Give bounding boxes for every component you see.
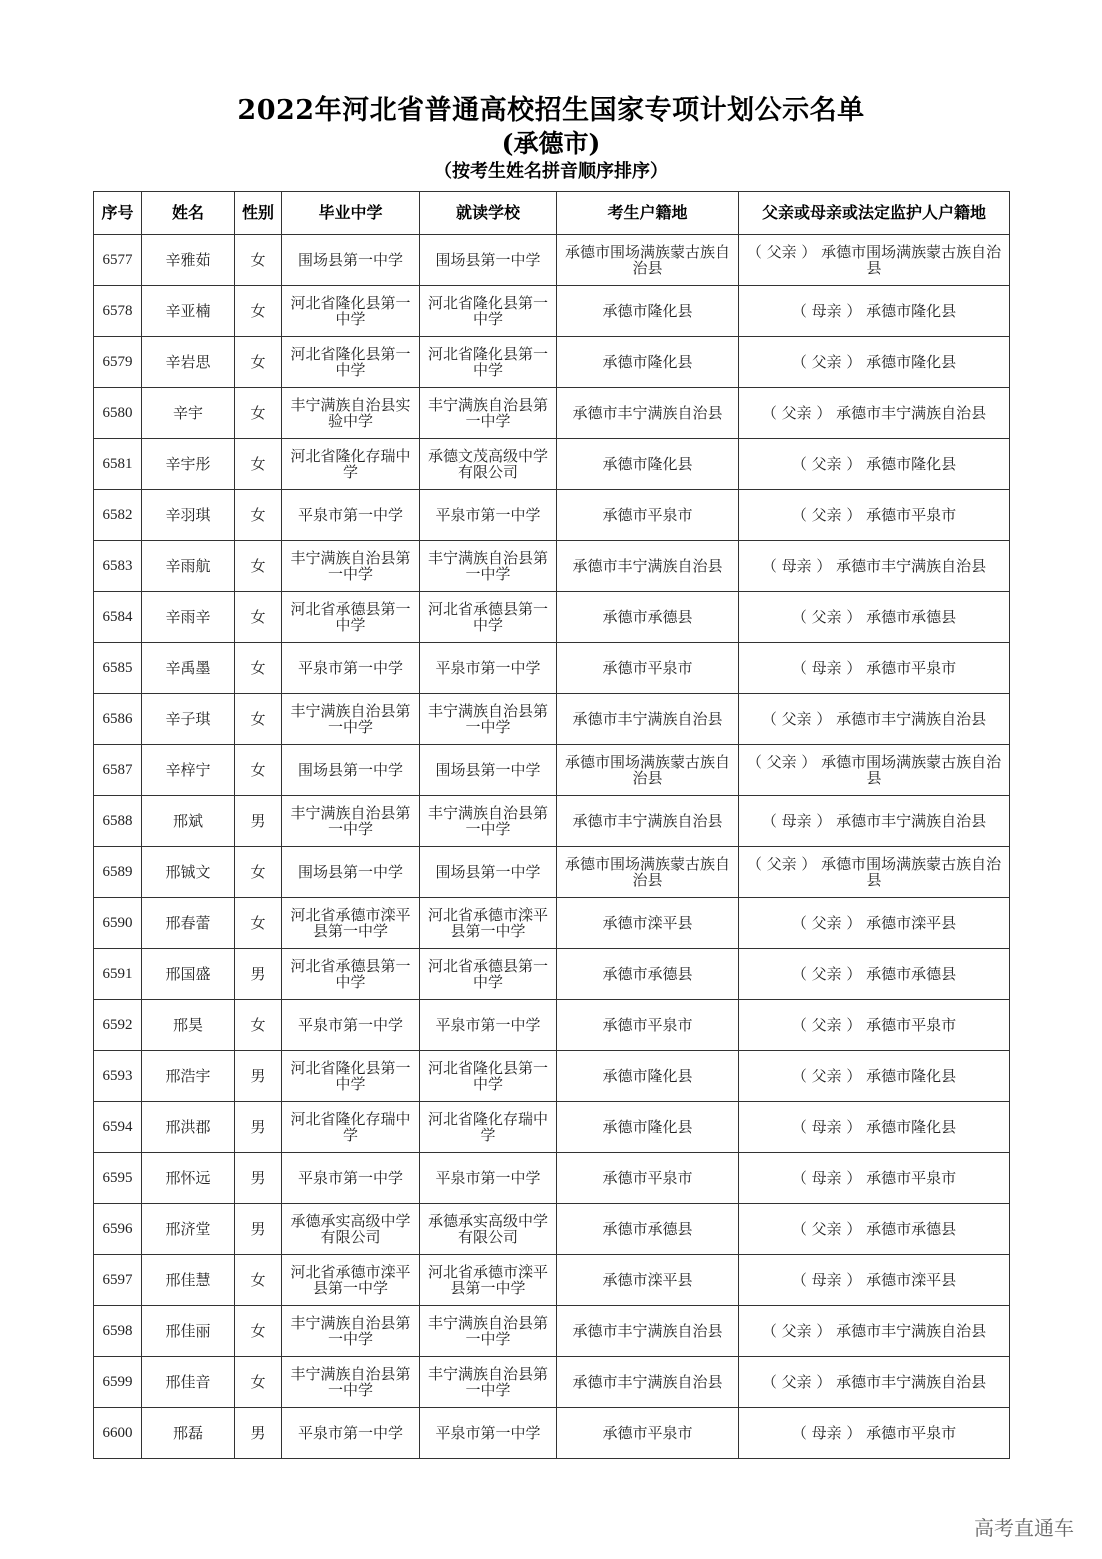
table-row (94, 1306, 1010, 1357)
cell-school: 河北省隆化县第一中学 (420, 337, 557, 388)
cell-grad-school: 围场县第一中学 (282, 847, 420, 898)
header-grad-school: 毕业中学 (282, 192, 420, 235)
cell-no: 6594 (94, 1102, 142, 1153)
cell-gender: 女 (235, 1306, 282, 1357)
cell-school: 河北省承德县第一中学 (420, 592, 557, 643)
sort-note: （按考生姓名拼音顺序排序） (434, 161, 668, 182)
cell-grad-school: 丰宁满族自治县实验中学 (282, 388, 420, 439)
cell-name: 邢斌 (142, 796, 235, 847)
cell-household: 承德市丰宁满族自治县 (557, 694, 739, 745)
cell-guardian: （ 父亲 ） 承德市隆化县 (739, 439, 1010, 490)
table-row (94, 541, 1010, 592)
cell-grad-school: 平泉市第一中学 (282, 1408, 420, 1459)
cell-no: 6579 (94, 337, 142, 388)
cell-name: 邢佳慧 (142, 1255, 235, 1306)
cell-no: 6592 (94, 1000, 142, 1051)
cell-household: 承德市承德县 (557, 592, 739, 643)
cell-grad-school: 丰宁满族自治县第一中学 (282, 541, 420, 592)
admission-list-table (93, 191, 1010, 1459)
cell-gender: 女 (235, 847, 282, 898)
cell-no: 6591 (94, 949, 142, 1000)
cell-household: 承德市滦平县 (557, 1255, 739, 1306)
cell-guardian: （ 父亲 ） 承德市隆化县 (739, 337, 1010, 388)
cell-school: 围场县第一中学 (420, 847, 557, 898)
cell-gender: 男 (235, 796, 282, 847)
cell-grad-school: 承德承实高级中学有限公司 (282, 1204, 420, 1255)
cell-school: 丰宁满族自治县第一中学 (420, 694, 557, 745)
cell-gender: 男 (235, 1408, 282, 1459)
cell-name: 辛雨辛 (142, 592, 235, 643)
cell-gender: 女 (235, 643, 282, 694)
cell-household: 承德市滦平县 (557, 898, 739, 949)
cell-no: 6577 (94, 235, 142, 286)
cell-grad-school: 河北省隆化存瑞中学 (282, 439, 420, 490)
cell-name: 邢浩宇 (142, 1051, 235, 1102)
cell-grad-school: 丰宁满族自治县第一中学 (282, 1306, 420, 1357)
cell-school: 平泉市第一中学 (420, 490, 557, 541)
cell-guardian: （ 母亲 ） 承德市平泉市 (739, 1153, 1010, 1204)
table-row (94, 286, 1010, 337)
header-household: 考生户籍地 (557, 192, 739, 235)
cell-no: 6599 (94, 1357, 142, 1408)
cell-grad-school: 河北省承德市滦平县第一中学 (282, 1255, 420, 1306)
cell-no: 6585 (94, 643, 142, 694)
cell-guardian: （ 父亲 ） 承德市围场满族蒙古族自治县 (739, 235, 1010, 286)
cell-household: 承德市隆化县 (557, 337, 739, 388)
cell-name: 邢济堂 (142, 1204, 235, 1255)
cell-name: 辛雅茹 (142, 235, 235, 286)
cell-household: 承德市隆化县 (557, 1102, 739, 1153)
cell-household: 承德市围场满族蒙古族自治县 (557, 847, 739, 898)
cell-gender: 女 (235, 898, 282, 949)
cell-name: 辛宇彤 (142, 439, 235, 490)
cell-grad-school: 河北省隆化存瑞中学 (282, 1102, 420, 1153)
cell-guardian: （ 父亲 ） 承德市承德县 (739, 1204, 1010, 1255)
table-row (94, 847, 1010, 898)
document-title: 2022年河北省普通高校招生国家专项计划公示名单 (237, 95, 865, 126)
cell-household: 承德市围场满族蒙古族自治县 (557, 745, 739, 796)
cell-gender: 女 (235, 1357, 282, 1408)
cell-household: 承德市平泉市 (557, 1153, 739, 1204)
cell-school: 丰宁满族自治县第一中学 (420, 388, 557, 439)
cell-name: 邢铖文 (142, 847, 235, 898)
table-row (94, 337, 1010, 388)
cell-guardian: （ 父亲 ） 承德市丰宁满族自治县 (739, 1306, 1010, 1357)
cell-guardian: （ 父亲 ） 承德市滦平县 (739, 898, 1010, 949)
document-subtitle: (承德市) (501, 129, 601, 158)
cell-household: 承德市隆化县 (557, 1051, 739, 1102)
cell-gender: 女 (235, 541, 282, 592)
cell-school: 河北省隆化县第一中学 (420, 1051, 557, 1102)
cell-school: 平泉市第一中学 (420, 643, 557, 694)
table-row (94, 1255, 1010, 1306)
table-row (94, 1051, 1010, 1102)
cell-school: 平泉市第一中学 (420, 1000, 557, 1051)
cell-name: 邢佳音 (142, 1357, 235, 1408)
table-row (94, 898, 1010, 949)
cell-guardian: （ 母亲 ） 承德市平泉市 (739, 643, 1010, 694)
cell-grad-school: 丰宁满族自治县第一中学 (282, 1357, 420, 1408)
cell-school: 河北省隆化县第一中学 (420, 286, 557, 337)
cell-household: 承德市平泉市 (557, 490, 739, 541)
cell-guardian: （ 父亲 ） 承德市丰宁满族自治县 (739, 694, 1010, 745)
cell-gender: 女 (235, 694, 282, 745)
cell-school: 丰宁满族自治县第一中学 (420, 1306, 557, 1357)
cell-no: 6581 (94, 439, 142, 490)
cell-guardian: （ 母亲 ） 承德市隆化县 (739, 1102, 1010, 1153)
cell-no: 6589 (94, 847, 142, 898)
cell-grad-school: 丰宁满族自治县第一中学 (282, 796, 420, 847)
cell-name: 辛羽琪 (142, 490, 235, 541)
cell-no: 6590 (94, 898, 142, 949)
cell-school: 河北省承德县第一中学 (420, 949, 557, 1000)
cell-household: 承德市丰宁满族自治县 (557, 541, 739, 592)
cell-gender: 女 (235, 286, 282, 337)
cell-household: 承德市丰宁满族自治县 (557, 1357, 739, 1408)
cell-no: 6600 (94, 1408, 142, 1459)
cell-gender: 男 (235, 949, 282, 1000)
cell-no: 6583 (94, 541, 142, 592)
header-school: 就读学校 (420, 192, 557, 235)
cell-gender: 男 (235, 1102, 282, 1153)
cell-name: 辛宇 (142, 388, 235, 439)
cell-gender: 女 (235, 1255, 282, 1306)
table-row (94, 745, 1010, 796)
cell-no: 6597 (94, 1255, 142, 1306)
table-row (94, 1102, 1010, 1153)
table-row (94, 592, 1010, 643)
table-row (94, 1153, 1010, 1204)
cell-household: 承德市隆化县 (557, 439, 739, 490)
cell-guardian: （ 母亲 ） 承德市丰宁满族自治县 (739, 796, 1010, 847)
cell-grad-school: 丰宁满族自治县第一中学 (282, 694, 420, 745)
table-row (94, 949, 1010, 1000)
cell-household: 承德市丰宁满族自治县 (557, 796, 739, 847)
cell-household: 承德市平泉市 (557, 1408, 739, 1459)
cell-household: 承德市丰宁满族自治县 (557, 1306, 739, 1357)
cell-grad-school: 围场县第一中学 (282, 235, 420, 286)
cell-guardian: （ 父亲 ） 承德市丰宁满族自治县 (739, 388, 1010, 439)
cell-name: 邢怀远 (142, 1153, 235, 1204)
cell-guardian: （ 父亲 ） 承德市平泉市 (739, 490, 1010, 541)
cell-gender: 女 (235, 490, 282, 541)
cell-gender: 男 (235, 1051, 282, 1102)
cell-name: 辛亚楠 (142, 286, 235, 337)
header-name: 姓名 (142, 192, 235, 235)
cell-grad-school: 河北省承德市滦平县第一中学 (282, 898, 420, 949)
cell-guardian: （ 父亲 ） 承德市丰宁满族自治县 (739, 1357, 1010, 1408)
table-row (94, 1204, 1010, 1255)
cell-household: 承德市隆化县 (557, 286, 739, 337)
cell-guardian: （ 父亲 ） 承德市承德县 (739, 949, 1010, 1000)
cell-name: 辛岩思 (142, 337, 235, 388)
cell-household: 承德市承德县 (557, 1204, 739, 1255)
cell-no: 6584 (94, 592, 142, 643)
cell-grad-school: 平泉市第一中学 (282, 643, 420, 694)
cell-grad-school: 围场县第一中学 (282, 745, 420, 796)
cell-gender: 男 (235, 1204, 282, 1255)
cell-no: 6580 (94, 388, 142, 439)
cell-no: 6598 (94, 1306, 142, 1357)
cell-guardian: （ 母亲 ） 承德市滦平县 (739, 1255, 1010, 1306)
cell-grad-school: 河北省隆化县第一中学 (282, 337, 420, 388)
cell-gender: 女 (235, 388, 282, 439)
cell-no: 6586 (94, 694, 142, 745)
table-row (94, 694, 1010, 745)
cell-school: 承德文茂高级中学有限公司 (420, 439, 557, 490)
cell-grad-school: 平泉市第一中学 (282, 1000, 420, 1051)
cell-household: 承德市围场满族蒙古族自治县 (557, 235, 739, 286)
cell-guardian: （ 父亲 ） 承德市隆化县 (739, 1051, 1010, 1102)
watermark-text: 高考直通车 (974, 1516, 1074, 1540)
cell-grad-school: 河北省承德县第一中学 (282, 949, 420, 1000)
cell-name: 邢国盛 (142, 949, 235, 1000)
cell-gender: 女 (235, 235, 282, 286)
cell-school: 平泉市第一中学 (420, 1153, 557, 1204)
cell-guardian: （ 父亲 ） 承德市围场满族蒙古族自治县 (739, 745, 1010, 796)
cell-school: 河北省承德市滦平县第一中学 (420, 898, 557, 949)
table-row (94, 1357, 1010, 1408)
header-guardian: 父亲或母亲或法定监护人户籍地 (739, 192, 1010, 235)
cell-grad-school: 河北省承德县第一中学 (282, 592, 420, 643)
cell-name: 邢春蕾 (142, 898, 235, 949)
cell-guardian: （ 母亲 ） 承德市隆化县 (739, 286, 1010, 337)
cell-school: 承德承实高级中学有限公司 (420, 1204, 557, 1255)
table-header-row (94, 192, 1010, 235)
cell-grad-school: 河北省隆化县第一中学 (282, 286, 420, 337)
cell-grad-school: 平泉市第一中学 (282, 490, 420, 541)
header-gender: 性别 (235, 192, 282, 235)
cell-no: 6587 (94, 745, 142, 796)
cell-school: 平泉市第一中学 (420, 1408, 557, 1459)
cell-guardian: （ 母亲 ） 承德市平泉市 (739, 1408, 1010, 1459)
cell-school: 丰宁满族自治县第一中学 (420, 541, 557, 592)
table-row (94, 1000, 1010, 1051)
cell-grad-school: 河北省隆化县第一中学 (282, 1051, 420, 1102)
header-no: 序号 (94, 192, 142, 235)
cell-no: 6593 (94, 1051, 142, 1102)
table-row (94, 439, 1010, 490)
cell-school: 河北省承德市滦平县第一中学 (420, 1255, 557, 1306)
cell-guardian: （ 父亲 ） 承德市围场满族蒙古族自治县 (739, 847, 1010, 898)
cell-guardian: （ 母亲 ） 承德市丰宁满族自治县 (739, 541, 1010, 592)
cell-name: 辛禹墨 (142, 643, 235, 694)
cell-household: 承德市平泉市 (557, 1000, 739, 1051)
cell-household: 承德市丰宁满族自治县 (557, 388, 739, 439)
table-row (94, 1408, 1010, 1459)
table-row (94, 235, 1010, 286)
cell-household: 承德市承德县 (557, 949, 739, 1000)
cell-school: 河北省隆化存瑞中学 (420, 1102, 557, 1153)
cell-name: 邢磊 (142, 1408, 235, 1459)
cell-no: 6595 (94, 1153, 142, 1204)
cell-school: 丰宁满族自治县第一中学 (420, 1357, 557, 1408)
cell-guardian: （ 父亲 ） 承德市承德县 (739, 592, 1010, 643)
table-row (94, 388, 1010, 439)
cell-no: 6588 (94, 796, 142, 847)
cell-gender: 女 (235, 439, 282, 490)
cell-name: 邢佳丽 (142, 1306, 235, 1357)
cell-name: 辛子琪 (142, 694, 235, 745)
cell-gender: 女 (235, 1000, 282, 1051)
cell-no: 6582 (94, 490, 142, 541)
cell-gender: 女 (235, 337, 282, 388)
table-row (94, 490, 1010, 541)
cell-school: 丰宁满族自治县第一中学 (420, 796, 557, 847)
cell-grad-school: 平泉市第一中学 (282, 1153, 420, 1204)
cell-no: 6578 (94, 286, 142, 337)
cell-guardian: （ 父亲 ） 承德市平泉市 (739, 1000, 1010, 1051)
cell-school: 围场县第一中学 (420, 745, 557, 796)
cell-household: 承德市平泉市 (557, 643, 739, 694)
cell-gender: 男 (235, 1153, 282, 1204)
cell-name: 邢昊 (142, 1000, 235, 1051)
cell-name: 邢洪郡 (142, 1102, 235, 1153)
table-row (94, 643, 1010, 694)
cell-no: 6596 (94, 1204, 142, 1255)
table-row (94, 796, 1010, 847)
cell-name: 辛雨航 (142, 541, 235, 592)
cell-name: 辛梓宁 (142, 745, 235, 796)
cell-gender: 女 (235, 745, 282, 796)
cell-school: 围场县第一中学 (420, 235, 557, 286)
cell-gender: 女 (235, 592, 282, 643)
